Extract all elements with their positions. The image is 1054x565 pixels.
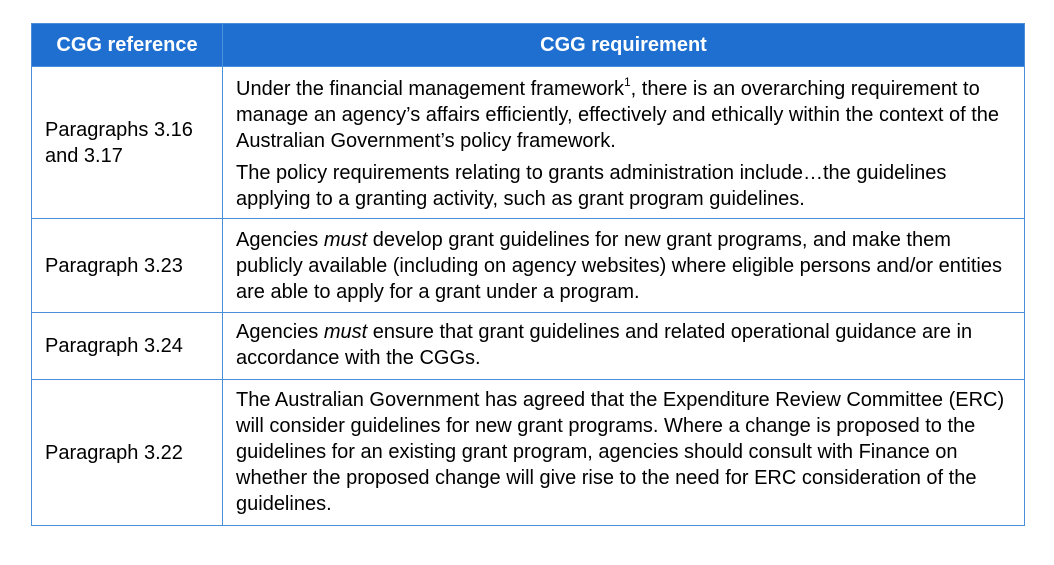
reference-cell: Paragraph 3.22 — [32, 380, 223, 526]
requirement-cell — [223, 313, 1025, 380]
requirement-text: ensure that grant guidelines and related operational guidance are in accordance with the CGGs. — [236, 321, 973, 369]
table-row — [32, 219, 1025, 313]
requirement-paragraph — [236, 219, 1014, 305]
requirement-cell — [223, 380, 1025, 526]
cgg-requirements-table — [31, 23, 1025, 526]
requirement-cell — [223, 67, 1025, 219]
emphasis-text: must — [323, 321, 368, 343]
column-header-reference: CGG reference — [32, 24, 223, 67]
requirement-paragraph — [236, 67, 1014, 154]
requirement-paragraph: The policy requirements relating to grants administration include…the guidelines applying to a granting activity, such as grant program guidelines. — [236, 162, 947, 210]
requirement-text: Agencies — [236, 229, 324, 251]
table-row — [32, 380, 1025, 526]
reference-cell: Paragraph 3.24 — [32, 313, 223, 380]
emphasis-text: must — [323, 229, 368, 251]
table-row — [32, 67, 1025, 219]
reference-cell: Paragraphs 3.16 and 3.17 — [32, 67, 223, 219]
table-header-row — [32, 24, 1025, 67]
requirement-text: , there is an overarching requirement to manage an agency’s affairs efficiently, effectively and ethically within the context of the Australian Government’s policy framework. — [236, 78, 1000, 152]
requirement-paragraph: The Australian Government has agreed that the Expenditure Review Committee (ERC) will consider guidelines for new grant programs. Where a change is proposed to the guidelines for an existing grant program, agencies should consult with Finance on whether the proposed change will give rise to the need for ERC consideration of the guidelines. — [236, 389, 1005, 515]
requirement-text: Under the financial management framework — [236, 78, 624, 100]
column-header-requirement: CGG requirement — [223, 24, 1025, 67]
requirement-cell — [223, 219, 1025, 313]
requirement-text: develop grant guidelines for new grant programs, and make them publicly available (including on agency websites) where eligible persons and/or entities are able to apply for a grant under a program. — [236, 229, 1002, 303]
requirement-text: Agencies — [236, 321, 324, 343]
requirement-paragraph — [236, 313, 1014, 371]
table-row — [32, 313, 1025, 380]
footnote-marker: 1 — [623, 75, 631, 89]
reference-cell: Paragraph 3.23 — [32, 219, 223, 313]
